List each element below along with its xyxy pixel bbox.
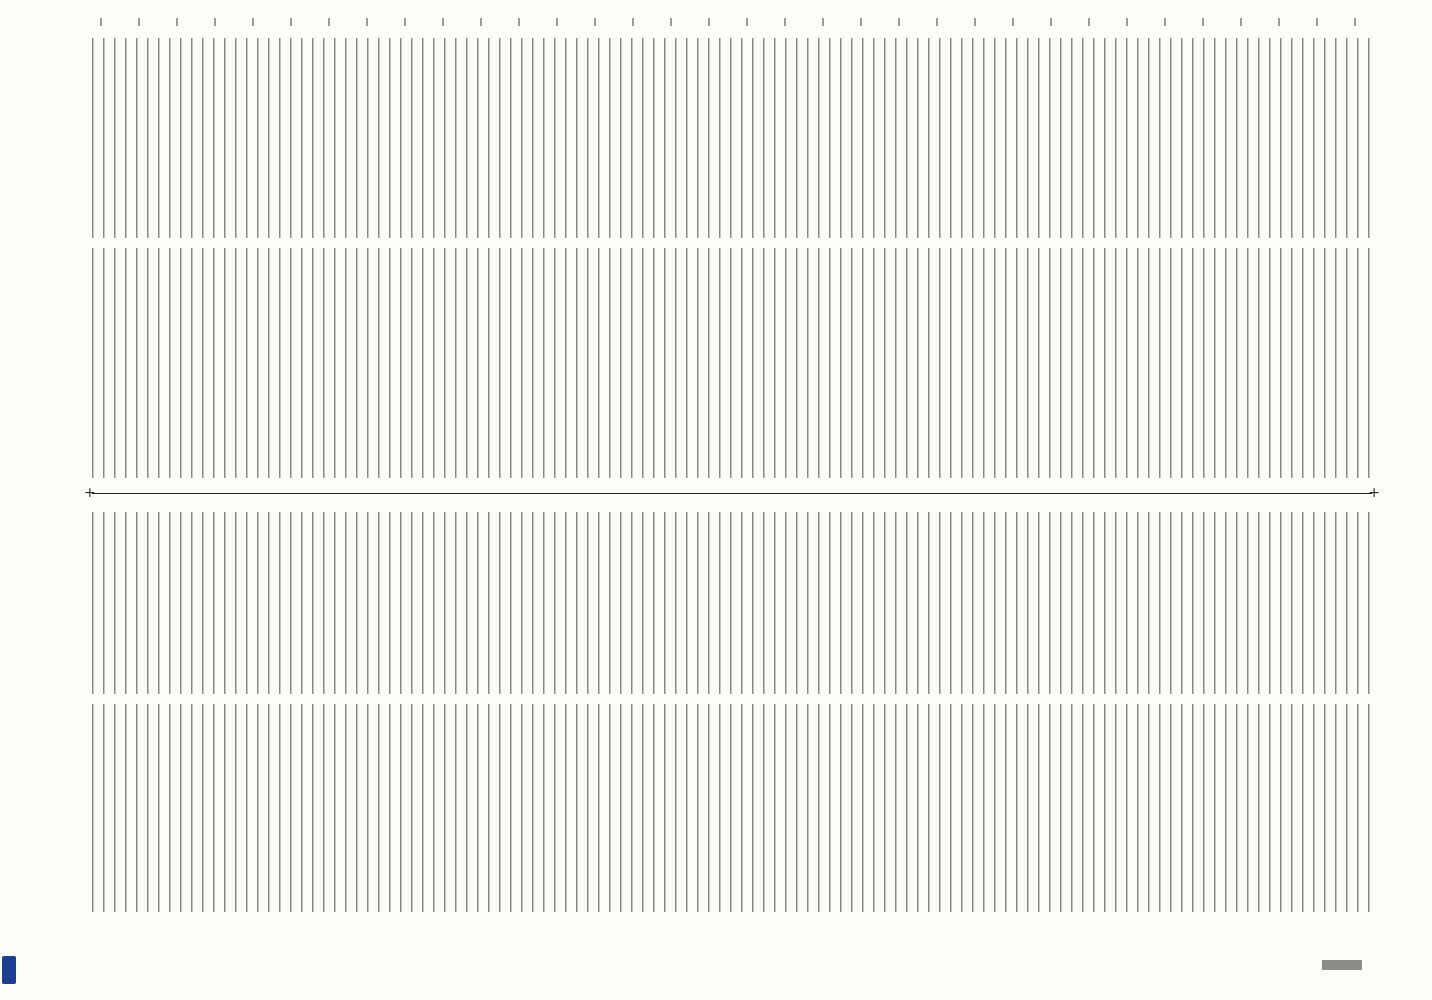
upper-page-text-gap bbox=[92, 238, 1372, 248]
center-fold-rule bbox=[92, 493, 1372, 494]
digitization-footer bbox=[2, 16, 16, 984]
upper-page-text-block bbox=[92, 38, 1372, 478]
dfg-logo bbox=[2, 956, 16, 984]
fold-marker-left: + bbox=[84, 485, 96, 501]
header-area bbox=[100, 18, 1372, 26]
fold-marker-right: + bbox=[1368, 485, 1380, 501]
lower-page-text-block bbox=[92, 512, 1372, 912]
page-number-mark bbox=[1322, 960, 1362, 970]
lower-page-text-gap bbox=[92, 694, 1372, 704]
